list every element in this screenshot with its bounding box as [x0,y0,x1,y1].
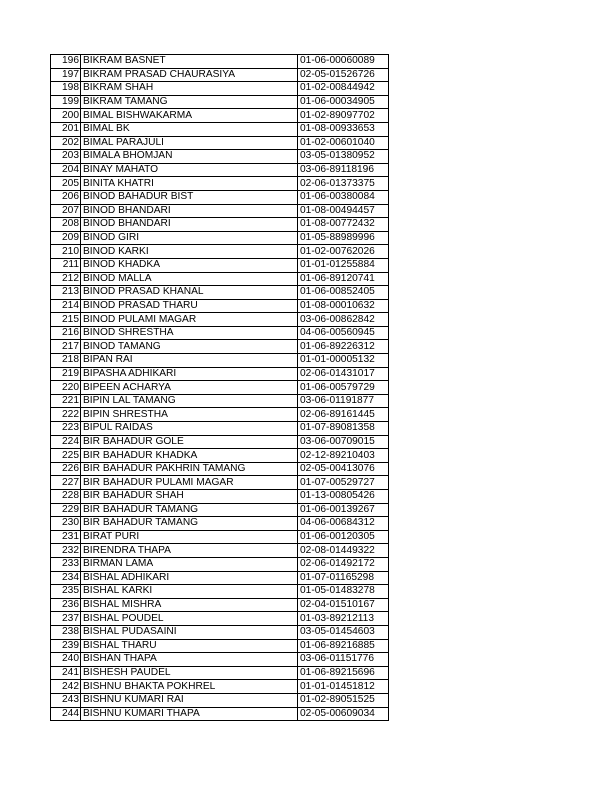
row-code: 01-03-89212113 [298,612,389,626]
row-number: 203 [51,150,81,164]
row-code: 01-06-00852405 [298,286,389,300]
row-code: 03-06-00862842 [298,313,389,327]
row-code: 02-05-00609034 [298,707,389,721]
row-number: 227 [51,476,81,490]
row-code: 04-06-00684312 [298,517,389,531]
table-row [51,354,389,368]
row-name: BINOD PRASAD THARU [81,299,298,313]
row-name: BIRAT PURI [81,530,298,544]
row-number: 243 [51,693,81,707]
table-row [51,585,389,599]
table-row [51,286,389,300]
row-number: 232 [51,544,81,558]
row-name: BIPASHA ADHIKARI [81,367,298,381]
table-row [51,150,389,164]
table-row [51,258,389,272]
row-name: BIKRAM PRASAD CHAURASIYA [81,68,298,82]
table-row [51,122,389,136]
row-number: 199 [51,95,81,109]
row-number: 224 [51,435,81,449]
row-number: 229 [51,503,81,517]
row-number: 240 [51,653,81,667]
row-number: 231 [51,530,81,544]
table-row [51,408,389,422]
row-code: 01-06-89215696 [298,666,389,680]
row-code: 01-02-00601040 [298,136,389,150]
row-number: 200 [51,109,81,123]
row-number: 196 [51,55,81,69]
row-number: 205 [51,177,81,191]
row-name: BIMAL BK [81,122,298,136]
row-number: 244 [51,707,81,721]
row-name: BINOD BHANDARI [81,204,298,218]
row-name: BINOD PULAMI MAGAR [81,313,298,327]
table-row [51,653,389,667]
row-name: BINOD GIRI [81,231,298,245]
row-name: BIRENDRA THAPA [81,544,298,558]
row-name: BISHAL ADHIKARI [81,571,298,585]
table-row [51,109,389,123]
row-number: 207 [51,204,81,218]
table-row [51,557,389,571]
row-number: 236 [51,598,81,612]
row-code: 01-06-89226312 [298,340,389,354]
table-row [51,707,389,721]
row-number: 233 [51,557,81,571]
row-code: 01-06-00120305 [298,530,389,544]
row-code: 02-12-89210403 [298,449,389,463]
table-row [51,435,389,449]
row-name: BISHAL KARKI [81,585,298,599]
row-number: 225 [51,449,81,463]
row-name: BISHAL THARU [81,639,298,653]
row-code: 01-01-01451812 [298,680,389,694]
row-code: 04-06-00560945 [298,326,389,340]
row-name: BINOD PRASAD KHANAL [81,286,298,300]
row-number: 239 [51,639,81,653]
table-row [51,82,389,96]
row-number: 210 [51,245,81,259]
row-name: BISHNU KUMARI RAI [81,693,298,707]
row-name: BINOD TAMANG [81,340,298,354]
table-row [51,639,389,653]
row-code: 01-05-01483278 [298,585,389,599]
table-row [51,190,389,204]
row-code: 03-06-01151776 [298,653,389,667]
row-number: 222 [51,408,81,422]
row-code: 01-08-00933653 [298,122,389,136]
table-row [51,693,389,707]
row-name: BIKRAM TAMANG [81,95,298,109]
table-row [51,367,389,381]
table-row [51,571,389,585]
table-row [51,381,389,395]
row-code: 01-06-00034905 [298,95,389,109]
row-name: BIPAN RAI [81,354,298,368]
table-row [51,55,389,69]
row-code: 01-07-01165298 [298,571,389,585]
row-code: 01-02-89051525 [298,693,389,707]
table-row [51,503,389,517]
row-code: 03-05-01454603 [298,625,389,639]
records-table [50,54,389,721]
row-number: 219 [51,367,81,381]
row-name: BIPUL RAIDAS [81,422,298,436]
table-row [51,231,389,245]
table-row [51,218,389,232]
row-code: 02-06-89161445 [298,408,389,422]
row-name: BINAY MAHATO [81,163,298,177]
row-name: BISHNU KUMARI THAPA [81,707,298,721]
row-code: 01-01-01255884 [298,258,389,272]
table-row [51,340,389,354]
table-row [51,177,389,191]
row-number: 221 [51,394,81,408]
table-row [51,68,389,82]
row-name: BIR BAHADUR TAMANG [81,517,298,531]
row-number: 215 [51,313,81,327]
row-number: 238 [51,625,81,639]
row-number: 211 [51,258,81,272]
row-name: BIPIN LAL TAMANG [81,394,298,408]
row-name: BINOD KARKI [81,245,298,259]
row-name: BIMAL PARAJULI [81,136,298,150]
row-number: 214 [51,299,81,313]
table-row [51,163,389,177]
row-number: 209 [51,231,81,245]
row-number: 202 [51,136,81,150]
row-number: 230 [51,517,81,531]
row-number: 201 [51,122,81,136]
row-code: 02-04-01510167 [298,598,389,612]
row-number: 226 [51,462,81,476]
row-code: 03-06-89118196 [298,163,389,177]
row-code: 01-06-00060089 [298,55,389,69]
row-name: BINOD BHANDARI [81,218,298,232]
table-row [51,204,389,218]
table-row [51,313,389,327]
row-number: 208 [51,218,81,232]
row-code: 01-08-00494457 [298,204,389,218]
row-code: 01-06-00139267 [298,503,389,517]
table-row [51,422,389,436]
table-row [51,462,389,476]
row-code: 02-06-01373375 [298,177,389,191]
row-code: 01-06-00380084 [298,190,389,204]
row-name: BINOD SHRESTHA [81,326,298,340]
row-name: BISHNU BHAKTA POKHREL [81,680,298,694]
table-row [51,544,389,558]
table-row [51,530,389,544]
row-number: 212 [51,272,81,286]
row-code: 01-06-89120741 [298,272,389,286]
row-name: BINITA KHATRI [81,177,298,191]
row-number: 216 [51,326,81,340]
row-number: 220 [51,381,81,395]
row-name: BIPIN SHRESTHA [81,408,298,422]
row-name: BISHAL MISHRA [81,598,298,612]
row-code: 02-06-01492172 [298,557,389,571]
row-number: 218 [51,354,81,368]
row-code: 01-08-00010632 [298,299,389,313]
row-number: 217 [51,340,81,354]
row-number: 235 [51,585,81,599]
row-number: 197 [51,68,81,82]
row-name: BISHAL PUDASAINI [81,625,298,639]
row-code: 01-08-00772432 [298,218,389,232]
row-code: 02-08-01449322 [298,544,389,558]
row-name: BISHAL POUDEL [81,612,298,626]
table-row [51,326,389,340]
table-row [51,625,389,639]
row-code: 01-02-89097702 [298,109,389,123]
table-row [51,598,389,612]
table-row [51,517,389,531]
row-number: 198 [51,82,81,96]
row-code: 01-13-00805426 [298,490,389,504]
row-code: 02-06-01431017 [298,367,389,381]
row-number: 223 [51,422,81,436]
row-name: BIR BAHADUR SHAH [81,490,298,504]
table-row [51,299,389,313]
table-row [51,95,389,109]
row-code: 01-02-00762026 [298,245,389,259]
row-name: BIR BAHADUR TAMANG [81,503,298,517]
row-code: 03-06-01191877 [298,394,389,408]
row-name: BIR BAHADUR PULAMI MAGAR [81,476,298,490]
row-name: BIRMAN LAMA [81,557,298,571]
table-row [51,490,389,504]
table-row [51,666,389,680]
table-row [51,612,389,626]
row-code: 01-05-88989996 [298,231,389,245]
row-code: 02-05-01526726 [298,68,389,82]
row-code: 03-05-01380952 [298,150,389,164]
row-code: 03-06-00709015 [298,435,389,449]
row-name: BIR BAHADUR KHADKA [81,449,298,463]
row-code: 01-07-89081358 [298,422,389,436]
row-number: 234 [51,571,81,585]
row-number: 237 [51,612,81,626]
row-name: BINOD BAHADUR BIST [81,190,298,204]
row-name: BINOD KHADKA [81,258,298,272]
row-name: BISHESH PAUDEL [81,666,298,680]
row-name: BIKRAM SHAH [81,82,298,96]
table-row [51,136,389,150]
table-row [51,394,389,408]
table-row [51,476,389,490]
table-row [51,245,389,259]
row-name: BIR BAHADUR GOLE [81,435,298,449]
row-name: BIMAL BISHWAKARMA [81,109,298,123]
table-row [51,272,389,286]
row-code: 01-01-00005132 [298,354,389,368]
row-code: 01-07-00529727 [298,476,389,490]
row-name: BINOD MALLA [81,272,298,286]
row-code: 01-06-89216885 [298,639,389,653]
row-name: BIMALA BHOMJAN [81,150,298,164]
row-code: 01-02-00844942 [298,82,389,96]
records-table-body [51,55,389,721]
row-name: BIPEEN ACHARYA [81,381,298,395]
table-row [51,449,389,463]
row-number: 206 [51,190,81,204]
row-number: 228 [51,490,81,504]
row-number: 204 [51,163,81,177]
row-name: BIR BAHADUR PAKHRIN TAMANG [81,462,298,476]
row-name: BIKRAM BASNET [81,55,298,69]
row-name: BISHAN THAPA [81,653,298,667]
row-number: 242 [51,680,81,694]
row-code: 01-06-00579729 [298,381,389,395]
row-code: 02-05-00413076 [298,462,389,476]
row-number: 241 [51,666,81,680]
table-row [51,680,389,694]
row-number: 213 [51,286,81,300]
